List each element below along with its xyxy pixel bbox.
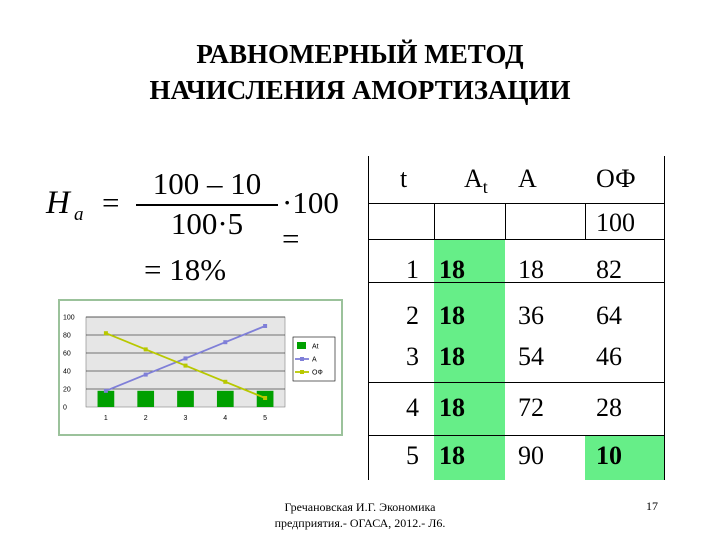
divider (434, 203, 435, 239)
y-tick-label: 60 (63, 350, 71, 358)
row1-t: 1 (406, 255, 419, 284)
series-marker (223, 340, 227, 344)
header-of: ОФ (596, 164, 636, 193)
x-tick-label: 5 (263, 415, 268, 422)
divider (585, 203, 586, 239)
series-marker (184, 356, 188, 360)
bar (98, 391, 115, 407)
y-tick-label: 40 (63, 368, 71, 376)
row2-of: 64 (596, 301, 622, 330)
series-marker (144, 373, 148, 377)
x-tick-label: 4 (223, 415, 228, 422)
row1-a: 18 (518, 255, 544, 284)
row5-of: 10 (596, 441, 622, 470)
bar (137, 391, 154, 407)
divider (368, 435, 665, 436)
legend-swatch (297, 342, 306, 349)
formula-symbol: H (46, 185, 70, 221)
page-number: 17 (646, 499, 658, 513)
row1-at: 18 (439, 255, 465, 284)
depreciation-formula (44, 166, 354, 286)
header-at-letter: A (464, 164, 483, 193)
formula-denominator: 100·5 (170, 206, 244, 241)
row3-a: 54 (518, 342, 544, 371)
slide-title (0, 36, 720, 108)
row5-at: 18 (439, 441, 465, 470)
formula-result: = 18% (144, 252, 227, 287)
formula-multiplier: ·100 = (282, 185, 339, 256)
legend-label: At (312, 343, 319, 351)
footer-line-2: предприятия.- ОГАСА, 2012.- Л6. (274, 516, 446, 530)
row4-of: 28 (596, 393, 622, 422)
divider (664, 156, 665, 480)
row2-a: 36 (518, 301, 544, 330)
row4-at: 18 (439, 393, 465, 422)
header-at-subscript: t (482, 177, 488, 197)
series-marker (263, 324, 267, 328)
formula-subscript: a (74, 204, 84, 225)
depreciation-chart (58, 299, 343, 436)
series-marker (223, 380, 227, 384)
header-t: t (400, 164, 408, 193)
x-tick-label: 3 (183, 415, 188, 422)
footer-line-1: Гречановская И.Г. Экономика (284, 500, 436, 514)
row3-of: 46 (596, 342, 622, 371)
legend-marker (300, 370, 304, 374)
divider (505, 203, 506, 239)
chart-svg (60, 301, 341, 434)
header-at (464, 164, 488, 202)
row2-at: 18 (439, 301, 465, 330)
legend-marker (300, 357, 304, 361)
divider (368, 239, 665, 240)
footer-citation (250, 499, 470, 531)
formula-equals: = (102, 185, 120, 220)
row3-t: 3 (406, 342, 419, 371)
title-line-1: РАВНОМЕРНЫЙ МЕТОД (196, 39, 524, 69)
divider (368, 203, 665, 204)
y-tick-label: 100 (63, 314, 75, 322)
legend-label: ОФ (312, 369, 323, 377)
depreciation-table (368, 156, 665, 480)
title-line-2: НАЧИСЛЕНИЯ АМОРТИЗАЦИИ (149, 75, 571, 105)
divider (368, 156, 369, 480)
x-tick-label: 1 (103, 415, 108, 422)
series-marker (144, 347, 148, 351)
row2-t: 2 (406, 301, 419, 330)
formula-numerator: 100 – 10 (152, 166, 262, 201)
row5-a: 90 (518, 441, 544, 470)
y-tick-label: 20 (63, 386, 71, 394)
y-tick-label: 80 (63, 332, 71, 340)
bar (177, 391, 194, 407)
legend-label: A (312, 356, 317, 364)
row3-at: 18 (439, 342, 465, 371)
row4-t: 4 (406, 393, 419, 422)
series-marker (104, 331, 108, 335)
series-marker (184, 364, 188, 368)
initial-of-value: 100 (596, 208, 635, 237)
header-a: A (518, 164, 537, 193)
divider (368, 382, 665, 383)
row4-a: 72 (518, 393, 544, 422)
row1-of: 82 (596, 255, 622, 284)
series-marker (263, 396, 267, 400)
bar (217, 391, 234, 407)
series-marker (104, 389, 108, 393)
y-tick-label: 0 (63, 404, 67, 412)
row5-t: 5 (406, 441, 419, 470)
x-tick-label: 2 (143, 415, 148, 422)
